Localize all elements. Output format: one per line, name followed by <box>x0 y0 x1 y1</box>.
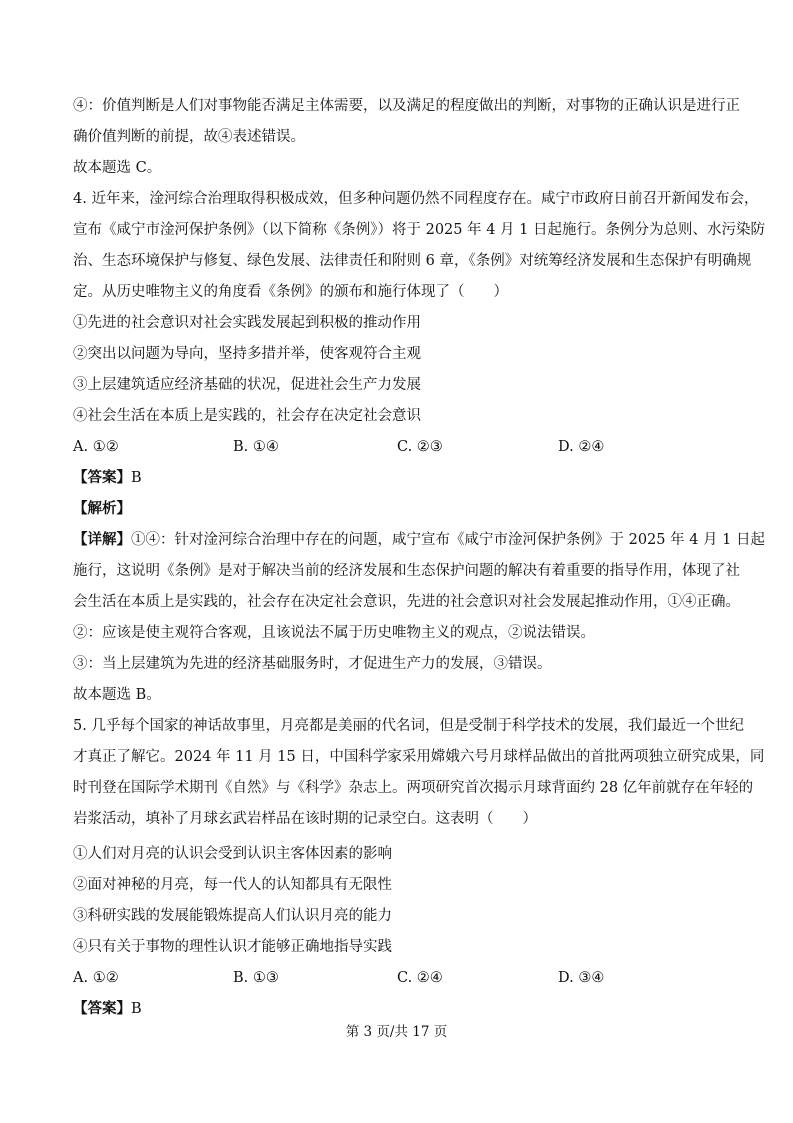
q5-stem-line: 5. 几乎每个国家的神话故事里，月亮都是美丽的代名词，但是受制于科学技术的发展，我们最近一个世纪 <box>73 718 744 734</box>
q5-answer <box>73 999 142 1019</box>
q5-option-d: D. ③④ <box>558 970 605 986</box>
q5-statement-1: ①人们对月亮的认识会受到认识主客体因素的影响 <box>73 846 392 862</box>
q5-option-b: B. ①③ <box>233 970 279 986</box>
q4-option-c: C. ②③ <box>397 439 443 455</box>
page-number-footer: 第 3 页/共 17 页 <box>345 1024 448 1040</box>
q4-stem-line: 定。从历史唯物主义的角度看《条例》的颁布和施行体现了（ ） <box>73 284 508 300</box>
q5-statement-3: ③科研实践的发展能锻炼提高人们认识月亮的能力 <box>73 908 392 924</box>
answer-value: B <box>131 470 142 486</box>
q4-conclusion: 故本题选 B。 <box>73 687 161 703</box>
q4-stem-line: 4. 近年来，淦河综合治理取得积极成效，但多种问题仍然不同程度存在。咸宁市政府日前召开新闻发布会， <box>73 191 759 207</box>
analysis-tag: 【解析】 <box>73 501 131 517</box>
q4-stem-line: 宣布《咸宁市淦河保护条例》（以下简称《条例》）将于 2025 年 4 月 1 日起施行。条例分为总则、水污染防 <box>73 222 766 238</box>
q4-detail-line <box>73 530 765 550</box>
q4-answer <box>73 468 142 488</box>
q4-analysis-heading <box>73 499 131 519</box>
q4-stem-line: 治、生态环境保护与修复、绿色发展、法律责任和附则 6 章，《条例》对统筹经济发展和生态保护有明确规 <box>73 253 752 269</box>
q5-option-c: C. ②④ <box>397 970 443 986</box>
detail-text: ①④：针对淦河综合治理中存在的问题，咸宁宣布《咸宁市淦河保护条例》于 2025 年 4 月 1 日起 <box>131 532 766 548</box>
q3-analysis-line: ④：价值判断是人们对事物能否满足主体需要，以及满足的程度做出的判断，对事物的正确认识是进行正 <box>73 98 740 114</box>
q4-statement-1: ①先进的社会意识对社会实践发展起到积极的推动作用 <box>73 315 421 331</box>
answer-value: B <box>131 1001 142 1017</box>
q4-detail-line: 会生活在本质上是实践的，社会存在决定社会意识，先进的社会意识对社会发展起推动作用，①④正确。 <box>73 594 740 610</box>
q5-stem-line: 才真正了解它。2024 年 11 月 15 日，中国科学家采用嫦娥六号月球样品做出的首批两项独立研究成果，同 <box>73 749 765 765</box>
q4-statement-4: ④社会生活在本质上是实践的，社会存在决定社会意识 <box>73 408 421 424</box>
q4-option-d: D. ②④ <box>558 439 605 455</box>
q5-statement-2: ②面对神秘的月亮，每一代人的认知都具有无限性 <box>73 877 392 893</box>
detail-tag: 【详解】 <box>73 532 131 548</box>
q5-stem-line: 岩浆活动，填补了月球玄武岩样品在该时期的记录空白。这表明（ ） <box>73 811 537 827</box>
q3-conclusion: 故本题选 C。 <box>73 160 162 176</box>
q4-detail-line: 施行，这说明《条例》是对于解决当前的经济发展和生态保护问题的解决有着重要的指导作用，体现了社 <box>73 563 740 579</box>
q4-statement-3: ③上层建筑适应经济基础的状况，促进社会生产力发展 <box>73 377 421 393</box>
q4-option-b: B. ①④ <box>233 439 279 455</box>
q4-option-a: A. ①② <box>73 439 119 455</box>
answer-tag: 【答案】 <box>73 1001 131 1017</box>
q4-detail-line: ②：应该是使主观符合客观，且该说法不属于历史唯物主义的观点，②说法错误。 <box>73 625 595 641</box>
q3-analysis-line: 确价值判断的前提，故④表述错误。 <box>73 129 305 145</box>
q5-stem-line: 时刊登在国际学术期刊《自然》与《科学》杂志上。两项研究首次揭示月球背面约 28 亿年前就存在年轻的 <box>73 780 754 796</box>
q4-detail-line: ③：当上层建筑为先进的经济基础服务时，才促进生产力的发展，③错误。 <box>73 656 552 672</box>
answer-tag: 【答案】 <box>73 470 131 486</box>
q5-option-a: A. ①② <box>73 970 119 986</box>
q4-statement-2: ②突出以问题为导向，坚持多措并举，使客观符合主观 <box>73 346 421 362</box>
q5-statement-4: ④只有关于事物的理性认识才能够正确地指导实践 <box>73 939 392 955</box>
